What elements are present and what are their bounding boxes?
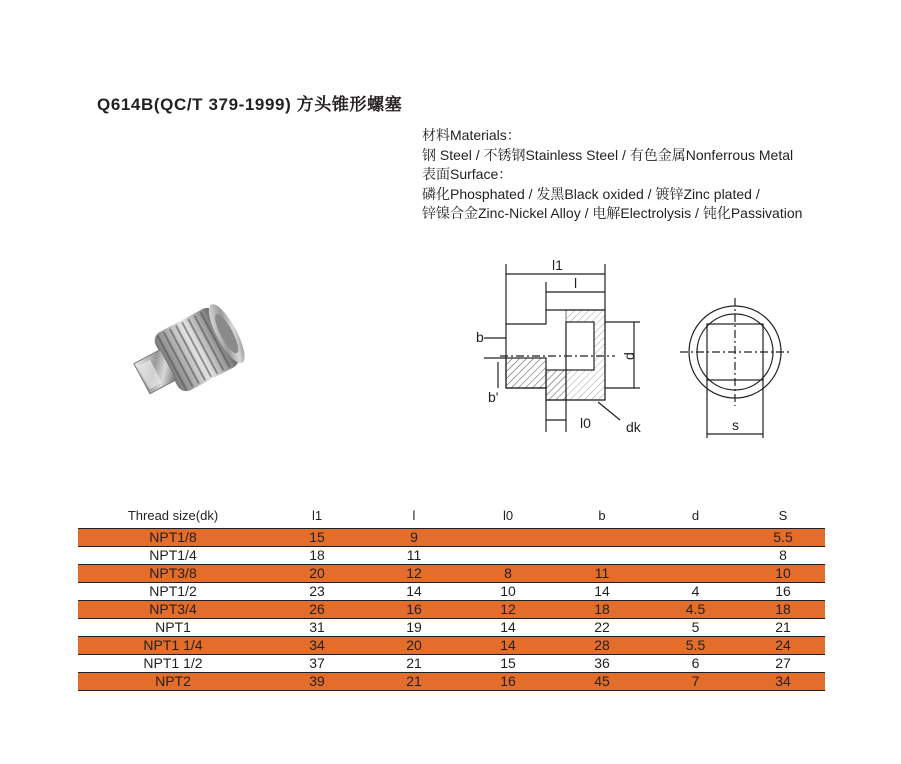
table-cell: 5.5 bbox=[741, 529, 825, 547]
table-cell: 15 bbox=[462, 655, 554, 673]
table-cell: 24 bbox=[741, 637, 825, 655]
table-cell bbox=[462, 547, 554, 565]
table-cell: 34 bbox=[268, 637, 366, 655]
table-cell: 14 bbox=[366, 583, 462, 601]
table-cell: 37 bbox=[268, 655, 366, 673]
table-cell: 8 bbox=[462, 565, 554, 583]
dim-label-l0: l0 bbox=[580, 415, 591, 431]
table-cell: 12 bbox=[366, 565, 462, 583]
table-header-row bbox=[78, 502, 825, 529]
header-l0: l0 bbox=[462, 502, 554, 529]
table-cell: 16 bbox=[366, 601, 462, 619]
table-row bbox=[78, 655, 825, 673]
table-cell: 8 bbox=[741, 547, 825, 565]
table-cell bbox=[650, 565, 741, 583]
table-cell: NPT3/8 bbox=[78, 565, 268, 583]
header-s: S bbox=[741, 502, 825, 529]
table-cell: 11 bbox=[366, 547, 462, 565]
materials-value: 钢 Steel / 不锈钢Stainless Steel / 有色金属Nonferrous Metal bbox=[422, 146, 794, 163]
table-cell: 45 bbox=[554, 673, 650, 691]
table-cell: 14 bbox=[462, 637, 554, 655]
table-row bbox=[78, 547, 825, 565]
table-cell: 18 bbox=[741, 601, 825, 619]
materials-label: 材料Materials： bbox=[422, 127, 521, 143]
page-title: Q614B(QC/T 379-1999) 方头锥形螺塞 bbox=[97, 95, 403, 114]
table-cell: 22 bbox=[554, 619, 650, 637]
table-cell bbox=[462, 529, 554, 547]
table-cell: 6 bbox=[650, 655, 741, 673]
table-cell bbox=[650, 529, 741, 547]
header-d: d bbox=[650, 502, 741, 529]
table-cell: 27 bbox=[741, 655, 825, 673]
table-cell: NPT3/4 bbox=[78, 601, 268, 619]
table-cell: 15 bbox=[268, 529, 366, 547]
table-cell: 7 bbox=[650, 673, 741, 691]
dim-label-s: s bbox=[732, 417, 739, 433]
table-cell: NPT1/2 bbox=[78, 583, 268, 601]
table-cell: 10 bbox=[462, 583, 554, 601]
dim-label-l1: l1 bbox=[552, 257, 563, 273]
table-cell: 11 bbox=[554, 565, 650, 583]
table-cell bbox=[554, 529, 650, 547]
dim-label-b-prime: b' bbox=[488, 389, 499, 405]
table-cell: 28 bbox=[554, 637, 650, 655]
table-cell: 14 bbox=[554, 583, 650, 601]
dim-label-dk: dk bbox=[626, 419, 641, 435]
dim-label-b: b bbox=[476, 329, 484, 345]
table-cell bbox=[554, 547, 650, 565]
spec-block bbox=[422, 126, 802, 224]
table-cell: 10 bbox=[741, 565, 825, 583]
table-cell: NPT1 1/4 bbox=[78, 637, 268, 655]
header-l1: l1 bbox=[268, 502, 366, 529]
table-cell: 23 bbox=[268, 583, 366, 601]
table-cell: 4.5 bbox=[650, 601, 741, 619]
table-cell: 20 bbox=[366, 637, 462, 655]
table-cell: 18 bbox=[268, 547, 366, 565]
header-l: l bbox=[366, 502, 462, 529]
header-thread-size: Thread size(dk) bbox=[78, 502, 268, 529]
table-row bbox=[78, 529, 825, 547]
surface-label: 表面Surface： bbox=[422, 166, 513, 183]
surface-value-line-1: 磷化Phosphated / 发黑Black oxided / 镀锌Zinc plated / bbox=[422, 185, 760, 202]
table-row bbox=[78, 619, 825, 637]
table-cell: 21 bbox=[366, 673, 462, 691]
table-cell: NPT2 bbox=[78, 673, 268, 691]
table-cell: 5.5 bbox=[650, 637, 741, 655]
table-row bbox=[78, 565, 825, 583]
table-cell: 18 bbox=[554, 601, 650, 619]
dim-label-l: l bbox=[574, 275, 578, 291]
table-row bbox=[78, 673, 825, 691]
table-cell: 4 bbox=[650, 583, 741, 601]
table-cell: 34 bbox=[741, 673, 825, 691]
table-cell: 5 bbox=[650, 619, 741, 637]
table-cell: NPT1 bbox=[78, 619, 268, 637]
table-cell: 16 bbox=[741, 583, 825, 601]
surface-value-line-2: 锌镍合金Zinc-Nickel Alloy / 电解Electrolysis / 钝化Passivation bbox=[422, 205, 803, 222]
dimension-table bbox=[78, 502, 825, 691]
table-row bbox=[78, 601, 825, 619]
table-cell: NPT1/8 bbox=[78, 529, 268, 547]
table-cell: 20 bbox=[268, 565, 366, 583]
table-cell bbox=[650, 547, 741, 565]
table-cell: 26 bbox=[268, 601, 366, 619]
header-b: b bbox=[554, 502, 650, 529]
table-cell: 21 bbox=[741, 619, 825, 637]
table-row bbox=[78, 583, 825, 601]
table-cell: NPT1/4 bbox=[78, 547, 268, 565]
table-cell: 14 bbox=[462, 619, 554, 637]
table-cell: 19 bbox=[366, 619, 462, 637]
table-cell: 9 bbox=[366, 529, 462, 547]
table-row bbox=[78, 637, 825, 655]
table-cell: 36 bbox=[554, 655, 650, 673]
technical-drawing bbox=[470, 252, 800, 442]
dim-label-d: d bbox=[621, 352, 637, 360]
table-cell: 39 bbox=[268, 673, 366, 691]
table-cell: NPT1 1/2 bbox=[78, 655, 268, 673]
product-image bbox=[125, 290, 255, 420]
table-cell: 12 bbox=[462, 601, 554, 619]
table-cell: 21 bbox=[366, 655, 462, 673]
table-cell: 16 bbox=[462, 673, 554, 691]
table-cell: 31 bbox=[268, 619, 366, 637]
